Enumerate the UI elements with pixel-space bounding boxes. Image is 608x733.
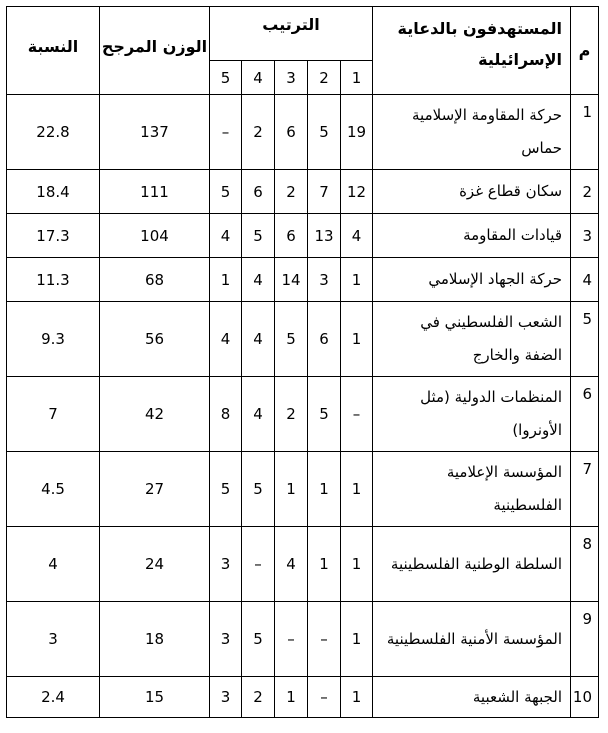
header-rank-5: 5 [210,61,242,95]
row-rank-1: 1 [341,677,373,718]
row-index: 8 [571,527,599,602]
row-rank-3: – [275,602,308,677]
row-index: 5 [571,302,599,377]
row-weight: 42 [100,377,210,452]
ranking-table [6,6,599,718]
header-rank-4: 4 [242,61,275,95]
row-rank-2: 3 [308,258,341,302]
row-percent: 7 [7,377,100,452]
table-row [7,214,599,258]
row-rank-1: 4 [341,214,373,258]
row-rank-2: 5 [308,377,341,452]
row-index: 7 [571,452,599,527]
table-row [7,95,599,170]
row-rank-1: 12 [341,170,373,214]
row-weight: 137 [100,95,210,170]
row-rank-5: 3 [210,602,242,677]
row-weight: 27 [100,452,210,527]
row-rank-4: 2 [242,677,275,718]
row-rank-3: 1 [275,452,308,527]
row-rank-1: – [341,377,373,452]
row-weight: 15 [100,677,210,718]
header-rank-3: 3 [275,61,308,95]
row-target: الجبهة الشعبية [373,677,571,718]
row-rank-4: 5 [242,602,275,677]
table-row [7,258,599,302]
header-percent: النسبة [7,7,100,95]
row-rank-4: 4 [242,377,275,452]
row-percent: 3 [7,602,100,677]
row-weight: 18 [100,602,210,677]
header-target: المستهدفون بالدعاية الإسرائيلية [373,7,571,95]
row-weight: 56 [100,302,210,377]
row-weight: 24 [100,527,210,602]
row-rank-4: 5 [242,214,275,258]
row-rank-3: 14 [275,258,308,302]
row-rank-5: 8 [210,377,242,452]
row-rank-3: 5 [275,302,308,377]
row-rank-1: 1 [341,302,373,377]
header-rank-1: 1 [341,61,373,95]
row-index: 2 [571,170,599,214]
row-percent: 22.8 [7,95,100,170]
table-row [7,602,599,677]
row-rank-5: 3 [210,677,242,718]
row-rank-1: 1 [341,527,373,602]
header-rank-2: 2 [308,61,341,95]
row-rank-4: 4 [242,258,275,302]
row-percent: 4.5 [7,452,100,527]
table-row [7,377,599,452]
row-index: 1 [571,95,599,170]
row-rank-5: 3 [210,527,242,602]
row-target: الشعب الفلسطيني في الضفة والخارج [373,302,571,377]
table-row [7,677,599,718]
row-rank-3: 6 [275,95,308,170]
row-percent: 18.4 [7,170,100,214]
row-target: حركة المقاومة الإسلامية حماس [373,95,571,170]
row-rank-4: 4 [242,302,275,377]
row-rank-2: 13 [308,214,341,258]
row-rank-3: 1 [275,677,308,718]
row-rank-2: 1 [308,527,341,602]
row-rank-5: 1 [210,258,242,302]
row-percent: 9.3 [7,302,100,377]
row-target: حركة الجهاد الإسلامي [373,258,571,302]
table-row [7,527,599,602]
row-target: المؤسسة الإعلامية الفلسطينية [373,452,571,527]
row-rank-2: 5 [308,95,341,170]
row-percent: 11.3 [7,258,100,302]
row-rank-4: 5 [242,452,275,527]
table-row [7,302,599,377]
row-rank-1: 1 [341,452,373,527]
row-weight: 104 [100,214,210,258]
row-rank-3: 2 [275,170,308,214]
row-index: 9 [571,602,599,677]
row-rank-2: 1 [308,452,341,527]
header-weight: الوزن المرجح [100,7,210,95]
row-rank-4: 6 [242,170,275,214]
row-index: 4 [571,258,599,302]
row-rank-2: – [308,602,341,677]
row-target: المنظمات الدولية (مثل الأونروا) [373,377,571,452]
row-rank-2: 6 [308,302,341,377]
row-rank-4: 2 [242,95,275,170]
row-target: المؤسسة الأمنية الفلسطينية [373,602,571,677]
row-rank-5: 4 [210,302,242,377]
row-rank-2: – [308,677,341,718]
table-row [7,170,599,214]
header-index: م [571,7,599,95]
row-percent: 2.4 [7,677,100,718]
row-rank-5: 4 [210,214,242,258]
row-rank-3: 2 [275,377,308,452]
row-percent: 17.3 [7,214,100,258]
row-index: 10 [571,677,599,718]
row-rank-1: 1 [341,258,373,302]
row-rank-5: – [210,95,242,170]
row-index: 6 [571,377,599,452]
row-rank-1: 1 [341,602,373,677]
row-target: السلطة الوطنية الفلسطينية [373,527,571,602]
row-percent: 4 [7,527,100,602]
table-row [7,452,599,527]
row-rank-3: 6 [275,214,308,258]
table-body [7,95,599,718]
row-rank-3: 4 [275,527,308,602]
row-index: 3 [571,214,599,258]
row-rank-5: 5 [210,170,242,214]
header-rank: الترتيب [210,7,373,61]
row-target: سكان قطاع غزة [373,170,571,214]
row-target: قيادات المقاومة [373,214,571,258]
row-rank-5: 5 [210,452,242,527]
row-weight: 68 [100,258,210,302]
row-rank-1: 19 [341,95,373,170]
row-rank-4: – [242,527,275,602]
row-rank-2: 7 [308,170,341,214]
row-weight: 111 [100,170,210,214]
